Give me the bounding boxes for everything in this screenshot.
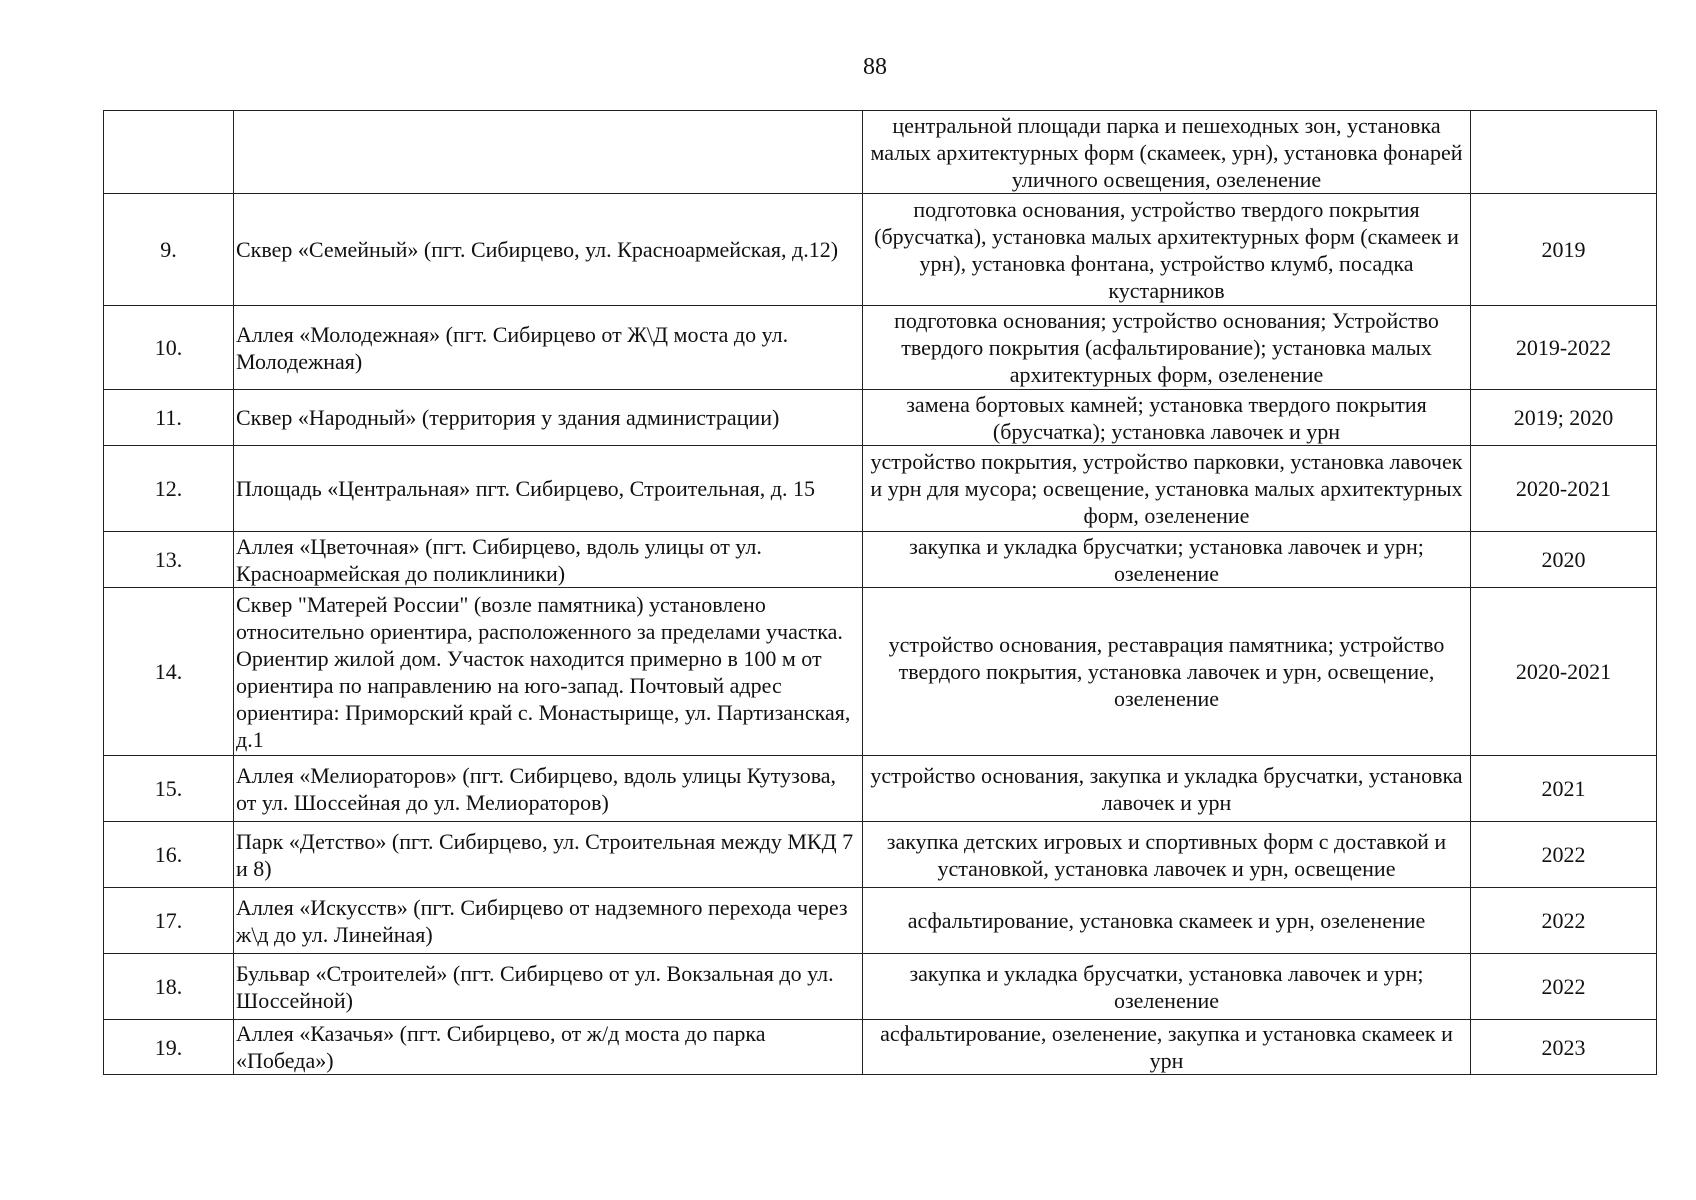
year-cell: 2020-2021 xyxy=(1471,588,1657,756)
table-row xyxy=(104,532,1657,588)
page-number: 88 xyxy=(863,54,887,80)
year-cell xyxy=(1471,111,1657,194)
row-number: 10. xyxy=(104,306,234,390)
year-cell: 2020 xyxy=(1471,532,1657,588)
object-name: Площадь «Центральная» пгт. Сибирцево, Строительная, д. 15 xyxy=(234,446,863,532)
object-name: Аллея «Мелиораторов» (пгт. Сибирцево, вдоль улицы Кутузова, от ул. Шоссейная до ул. Мелиораторов) xyxy=(234,756,863,822)
row-number: 16. xyxy=(104,822,234,888)
row-number: 9. xyxy=(104,194,234,306)
year-cell: 2022 xyxy=(1471,822,1657,888)
object-name: Сквер "Матерей России" (возле памятника) установлено относительно ориентира, расположенного за пределами участка. Ориентир жилой дом. Участок находится примерно в 100 м от ориентира по направлению на юго-запад. Почтовый адрес ориентира: Приморский край с. Монастырище, ул. Партизанская, д.1 xyxy=(234,588,863,756)
year-cell: 2020-2021 xyxy=(1471,446,1657,532)
work-description: асфальтирование, озеленение, закупка и установка скамеек и урн xyxy=(863,1020,1471,1075)
table-row xyxy=(104,588,1657,756)
table-row xyxy=(104,1020,1657,1075)
object-name: Бульвар «Строителей» (пгт. Сибирцево от ул. Вокзальная до ул. Шоссейной) xyxy=(234,954,863,1020)
row-number: 15. xyxy=(104,756,234,822)
work-description: закупка детских игровых и спортивных форм с доставкой и установкой, установка лавочек и урн, освещение xyxy=(863,822,1471,888)
work-description: замена бортовых камней; установка твердого покрытия (брусчатка); установка лавочек и урн xyxy=(863,390,1471,446)
year-cell: 2021 xyxy=(1471,756,1657,822)
object-name: Аллея «Цветочная» (пгт. Сибирцево, вдоль улицы от ул. Красноармейская до поликлиники) xyxy=(234,532,863,588)
improvement-table xyxy=(103,110,1657,1075)
year-cell: 2019 xyxy=(1471,194,1657,306)
year-cell: 2022 xyxy=(1471,888,1657,954)
table-row xyxy=(104,390,1657,446)
table-row xyxy=(104,194,1657,306)
row-number: 14. xyxy=(104,588,234,756)
row-number xyxy=(104,111,234,194)
work-description: центральной площади парка и пешеходных зон, установка малых архитектурных форм (скамеек, урн), установка фонарей уличного освещения, озеленение xyxy=(863,111,1471,194)
object-name: Аллея «Искусств» (пгт. Сибирцево от надземного перехода через ж\д до ул. Линейная) xyxy=(234,888,863,954)
table-body xyxy=(104,111,1657,1075)
object-name: Сквер «Семейный» (пгт. Сибирцево, ул. Красноармейская, д.12) xyxy=(234,194,863,306)
year-cell: 2023 xyxy=(1471,1020,1657,1075)
table-row xyxy=(104,111,1657,194)
object-name: Сквер «Народный» (территория у здания администрации) xyxy=(234,390,863,446)
row-number: 18. xyxy=(104,954,234,1020)
work-description: подготовка основания, устройство твердого покрытия (брусчатка), установка малых архитектурных форм (скамеек и урн), установка фонтана, устройство клумб, посадка кустарников xyxy=(863,194,1471,306)
year-cell: 2019; 2020 xyxy=(1471,390,1657,446)
work-description: закупка и укладка брусчатки; установка лавочек и урн; озеленение xyxy=(863,532,1471,588)
row-number: 13. xyxy=(104,532,234,588)
work-description: устройство покрытия, устройство парковки, установка лавочек и урн для мусора; освещение, установка малых архитектурных форм, озеленение xyxy=(863,446,1471,532)
object-name: Аллея «Казачья» (пгт. Сибирцево, от ж/д моста до парка «Победа») xyxy=(234,1020,863,1075)
year-cell: 2022 xyxy=(1471,954,1657,1020)
work-description: асфальтирование, установка скамеек и урн, озеленение xyxy=(863,888,1471,954)
year-cell: 2019-2022 xyxy=(1471,306,1657,390)
object-name: Парк «Детство» (пгт. Сибирцево, ул. Строительная между МКД 7 и 8) xyxy=(234,822,863,888)
table-row xyxy=(104,306,1657,390)
table-row xyxy=(104,954,1657,1020)
work-description: подготовка основания; устройство основания; Устройство твердого покрытия (асфальтирование); установка малых архитектурных форм, озеленение xyxy=(863,306,1471,390)
work-description: закупка и укладка брусчатки, установка лавочек и урн; озеленение xyxy=(863,954,1471,1020)
table-row xyxy=(104,756,1657,822)
table-row xyxy=(104,822,1657,888)
row-number: 17. xyxy=(104,888,234,954)
row-number: 12. xyxy=(104,446,234,532)
object-name: Аллея «Молодежная» (пгт. Сибирцево от Ж\Д моста до ул. Молодежная) xyxy=(234,306,863,390)
work-description: устройство основания, реставрация памятника; устройство твердого покрытия, установка лавочек и урн, освещение, озеленение xyxy=(863,588,1471,756)
table-row xyxy=(104,446,1657,532)
table-row xyxy=(104,888,1657,954)
object-name xyxy=(234,111,863,194)
work-description: устройство основания, закупка и укладка брусчатки, установка лавочек и урн xyxy=(863,756,1471,822)
row-number: 11. xyxy=(104,390,234,446)
row-number: 19. xyxy=(104,1020,234,1075)
